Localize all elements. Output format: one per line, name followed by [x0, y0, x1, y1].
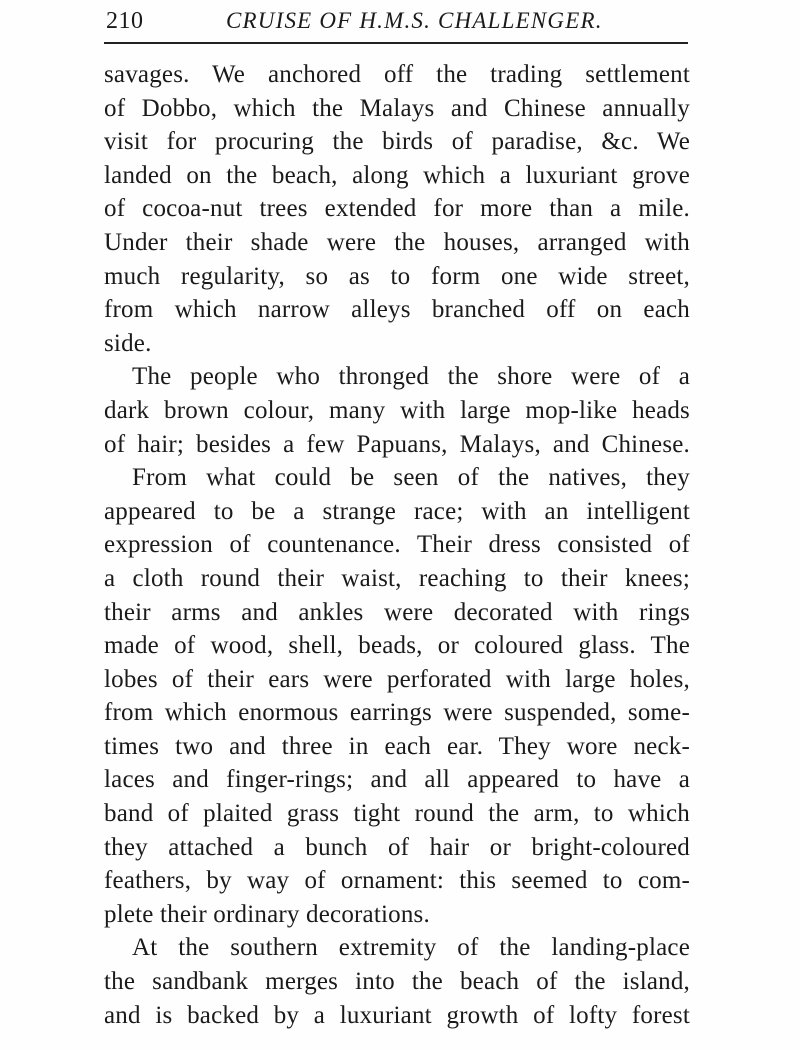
header-rule [104, 42, 688, 44]
page-number: 210 [106, 8, 144, 34]
text-line: made of wood, shell, beads, or coloured glass. The [104, 632, 690, 660]
text-line: and is backed by a luxuriant growth of lofty forest [104, 1001, 690, 1029]
text-line: they attached a bunch of hair or bright-coloured [104, 833, 690, 861]
paragraph [104, 58, 690, 360]
paragraph [104, 360, 690, 461]
text-line: side. [104, 329, 152, 357]
text-line: a cloth round their waist, reaching to their knees; [104, 564, 690, 592]
text-line: the sandbank merges into the beach of the island, [104, 968, 690, 996]
text-line: landed on the beach, along which a luxuriant grove [104, 161, 690, 189]
text-line: of hair; besides a few Papuans, Malays, and Chinese. [104, 430, 690, 458]
text-line: dark brown colour, many with large mop-like heads [104, 396, 690, 424]
text-line: The people who thronged the shore were of a [132, 363, 690, 391]
text-line: times two and three in each ear. They wore neck- [104, 732, 690, 760]
text-line: From what could be seen of the natives, they [132, 464, 690, 492]
text-line: plete their ordinary decorations. [104, 900, 430, 928]
text-line: visit for procuring the birds of paradise, &c. We [104, 128, 690, 156]
text-line: At the southern extremity of the landing-place [132, 934, 690, 962]
text-line: of Dobbo, which the Malays and Chinese annually [104, 94, 690, 122]
text-line: their arms and ankles were decorated with rings [104, 598, 690, 626]
paragraph [104, 931, 690, 1032]
text-line: from which narrow alleys branched off on each [104, 296, 690, 324]
text-line: much regularity, so as to form one wide street, [104, 262, 690, 290]
text-line: lobes of their ears were perforated with large holes, [104, 665, 690, 693]
text-line: feathers, by way of ornament: this seemed to com- [104, 867, 690, 895]
text-line: of cocoa-nut trees extended for more than a mile. [104, 195, 690, 223]
paragraph [104, 461, 690, 931]
text-line: from which enormous earrings were suspended, some- [104, 699, 690, 727]
page-header [106, 6, 688, 40]
text-line: savages. We anchored off the trading settlement [104, 61, 690, 88]
text-line: band of plaited grass tight round the arm, to which [104, 800, 690, 828]
text-line: laces and finger-rings; and all appeared to have a [104, 766, 690, 794]
text-line: Under their shade were the houses, arranged with [104, 228, 690, 256]
text-line: expression of countenance. Their dress consisted of [104, 531, 690, 559]
body-text [104, 58, 690, 1032]
running-head: CRUISE OF H.M.S. CHALLENGER. [226, 8, 603, 33]
text-line: appeared to be a strange race; with an intelligent [104, 497, 690, 525]
